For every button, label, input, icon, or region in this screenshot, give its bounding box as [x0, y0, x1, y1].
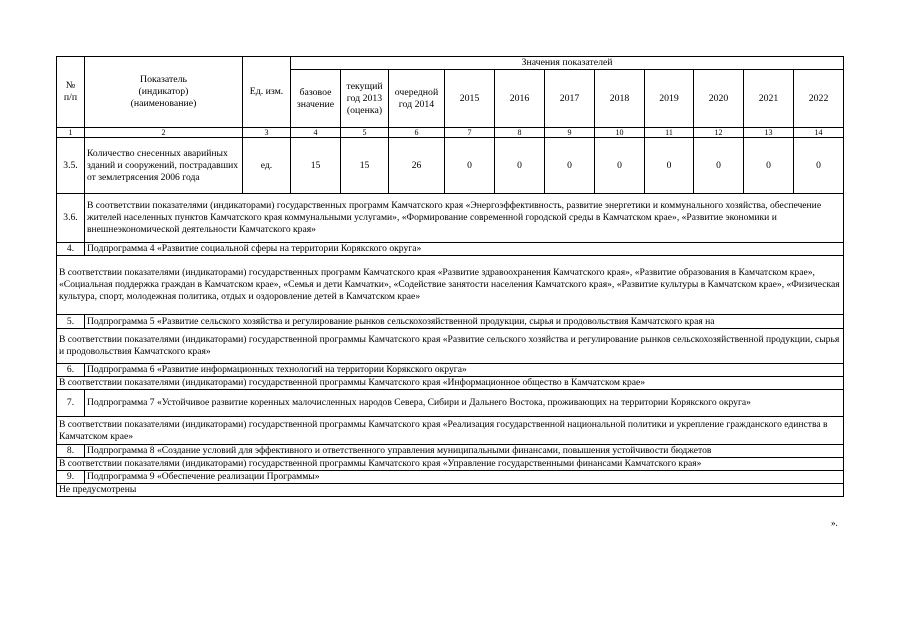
value-cell: 0	[495, 138, 545, 194]
row-text: В соответствии показателями (индикаторами) государственной программы Камчатского края «Развитие сельского хозяйства и регулирование рынков сельскохозяйственной продукции, сырья и продовольствия Камчатского края»	[57, 329, 844, 364]
subprogram-row	[57, 364, 844, 377]
value-cell: 0	[794, 138, 844, 194]
row-number: 4.	[57, 243, 85, 256]
column-number: 14	[794, 128, 844, 138]
subprogram-title: Подпрограмма 8 «Создание условий для эффективного и ответственного управления муниципальными финансами, повышения устойчивости бюджетов	[85, 445, 844, 458]
indicators-table-page	[56, 56, 843, 497]
subprogram-row	[57, 445, 844, 458]
column-number: 1	[57, 128, 85, 138]
column-number: 8	[495, 128, 545, 138]
subprogram-title: Подпрограмма 7 «Устойчивое развитие коренных малочисленных народов Севера, Сибири и Дальнего Востока, проживающих на территории Корякского округа»	[85, 390, 844, 417]
column-number: 3	[243, 128, 291, 138]
value-cell: 0	[744, 138, 794, 194]
table-row	[57, 194, 844, 243]
value-cell: 15	[341, 138, 389, 194]
subprogram-title: Подпрограмма 9 «Обеспечение реализации Программы»	[85, 471, 844, 484]
subprogram-title: Подпрограмма 6 «Развитие информационных технологий на территории Корякского округа»	[85, 364, 844, 377]
table-row	[57, 377, 844, 390]
column-number: 6	[389, 128, 445, 138]
row-text: В соответствии показателями (индикаторами) государственных программ Камчатского края «Энергоэффективность, развитие энергетики и коммунального хозяйства, обеспечение жителей населенных пунктов Камчатского края коммунальными услугами», «Формирование современной городской среды в Камчатском крае», «Развитие экономики и внешнеэкономической деятельности Камчатского края»	[85, 194, 844, 243]
row-text: В соответствии показателями (индикаторами) государственной программы Камчатского края «Реализация государственной национальной политики и укрепление гражданского единства в Камчатском крае»	[57, 417, 844, 445]
subprogram-row	[57, 471, 844, 484]
header-base: базовое значение	[291, 70, 341, 128]
header-year: 2017	[545, 70, 595, 128]
row-number: 7.	[57, 390, 85, 417]
row-number: 3.6.	[57, 194, 85, 243]
table-row	[57, 484, 844, 497]
row-text: В соответствии показателями (индикаторами) государственной программы Камчатского края «Информационное общество в Камчатском крае»	[57, 377, 844, 390]
header-year: 2020	[694, 70, 744, 128]
column-number: 12	[694, 128, 744, 138]
row-number: 9.	[57, 471, 85, 484]
value-cell: 0	[694, 138, 744, 194]
subprogram-row	[57, 243, 844, 256]
row-number: 3.5.	[57, 138, 85, 194]
row-number: 5.	[57, 315, 85, 329]
row-text: Не предусмотрены	[57, 484, 844, 497]
unit-cell: ед.	[243, 138, 291, 194]
value-cell: 0	[645, 138, 694, 194]
subprogram-row	[57, 315, 844, 329]
column-number: 9	[545, 128, 595, 138]
value-cell: 0	[595, 138, 645, 194]
header-values-group: Значения показателей	[291, 57, 844, 70]
header-year: 2015	[445, 70, 495, 128]
column-number-row	[57, 128, 844, 138]
column-number: 10	[595, 128, 645, 138]
header-year: 2019	[645, 70, 694, 128]
indicator-name: Количество снесенных аварийных зданий и сооружений, пострадавших от землетрясения 2006 года	[85, 138, 243, 194]
header-indicator: Показатель (индикатор) (наименование)	[85, 57, 243, 128]
value-cell: 15	[291, 138, 341, 194]
header-year: 2018	[595, 70, 645, 128]
header-unit: Ед. изм.	[243, 57, 291, 128]
column-number: 5	[341, 128, 389, 138]
subprogram-title: Подпрограмма 5 «Развитие сельского хозяйства и регулирование рынков сельскохозяйственной продукции, сырья и продовольствия Камчатского края на	[85, 315, 844, 329]
row-text: В соответствии показателями (индикаторами) государственных программ Камчатского края «Развитие здравоохранения Камчатского края», «Развитие образования в Камчатском крае», «Социальная поддержка граждан в Камчатском крае», «Семья и дети Камчатки», «Содействие занятости населения Камчатского края», «Развитие культуры в Камчатском крае», «Физическая культура, спорт, молодежная политика, отдых и оздоровление детей в Камчатском крае»	[57, 256, 844, 315]
header-next: очередной год 2014	[389, 70, 445, 128]
closing-quote: ».	[831, 518, 838, 528]
table-row	[57, 458, 844, 471]
table-row	[57, 256, 844, 315]
header-year: 2022	[794, 70, 844, 128]
indicators-table	[56, 56, 844, 497]
header-year: 2021	[744, 70, 794, 128]
header-current: текущий год 2013 (оценка)	[341, 70, 389, 128]
column-number: 7	[445, 128, 495, 138]
row-text: В соответствии показателями (индикаторами) государственной программы Камчатского края «Управление государственными финансами Камчатского края»	[57, 458, 844, 471]
value-cell: 26	[389, 138, 445, 194]
row-number: 6.	[57, 364, 85, 377]
column-number: 4	[291, 128, 341, 138]
row-number: 8.	[57, 445, 85, 458]
table-row	[57, 417, 844, 445]
subprogram-row	[57, 390, 844, 417]
table-row	[57, 329, 844, 364]
table-row	[57, 138, 844, 194]
header-year: 2016	[495, 70, 545, 128]
value-cell: 0	[445, 138, 495, 194]
column-number: 13	[744, 128, 794, 138]
column-number: 11	[645, 128, 694, 138]
value-cell: 0	[545, 138, 595, 194]
column-number: 2	[85, 128, 243, 138]
header-num: № п/п	[57, 57, 85, 128]
subprogram-title: Подпрограмма 4 «Развитие социальной сферы на территории Корякского округа»	[85, 243, 844, 256]
